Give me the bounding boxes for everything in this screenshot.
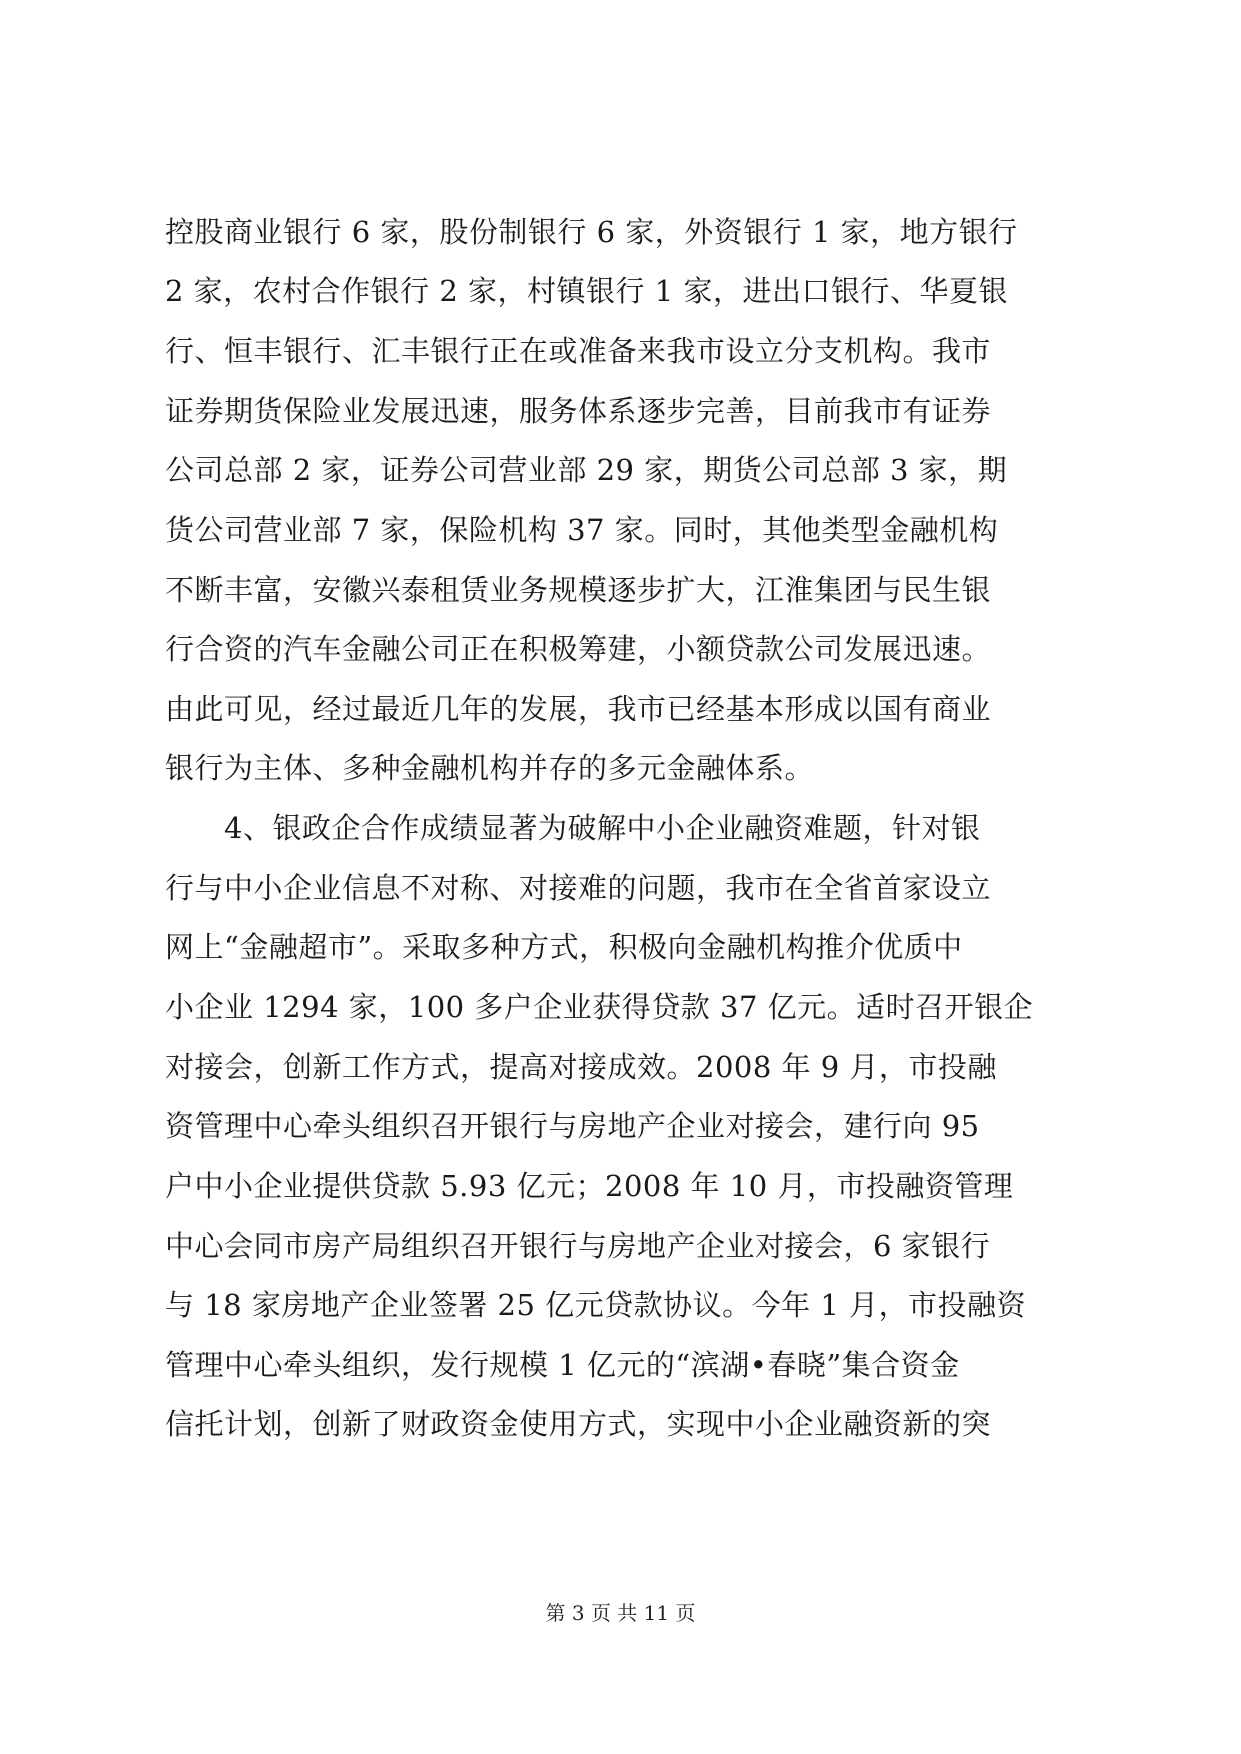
text-line: 行合资的汽车金融公司正在积极筹建，小额贷款公司发展迅速。 xyxy=(165,632,992,666)
text-line: 控股商业银行 6 家，股份制银行 6 家，外资银行 1 家，地方银行 xyxy=(165,215,1018,249)
text-line: 证券期货保险业发展迅速，服务体系逐步完善，目前我市有证券 xyxy=(165,394,992,428)
text-line: 不断丰富，安徽兴泰租赁业务规模逐步扩大，江淮集团与民生银 xyxy=(165,573,992,607)
text-line: 小企业 1294 家，100 多户企业获得贷款 37 亿元。适时召开银企 xyxy=(165,990,1034,1024)
text-line: 与 18 家房地产企业签署 25 亿元贷款协议。今年 1 月，市投融资 xyxy=(165,1288,1027,1322)
text-line: 对接会，创新工作方式，提高对接成效。2008 年 9 月，市投融 xyxy=(165,1050,997,1084)
text-line: 货公司营业部 7 家，保险机构 37 家。同时，其他类型金融机构 xyxy=(165,513,999,547)
text-line: 由此可见，经过最近几年的发展，我市已经基本形成以国有商业 xyxy=(165,692,992,726)
text-line: 银行为主体、多种金融机构并存的多元金融体系。 xyxy=(165,751,815,785)
text-line: 公司总部 2 家，证券公司营业部 29 家，期货公司总部 3 家，期 xyxy=(165,453,1008,487)
text-line: 2 家，农村合作银行 2 家，村镇银行 1 家，进出口银行、华夏银 xyxy=(165,274,1008,308)
text-line: 信托计划，创新了财政资金使用方式，实现中小企业融资新的突 xyxy=(165,1407,992,1441)
text-line: 资管理中心牵头组织召开银行与房地产企业对接会，建行向 95 xyxy=(165,1109,980,1143)
text-line: 管理中心牵头组织，发行规模 1 亿元的“滨湖•春晓”集合资金 xyxy=(165,1348,960,1382)
page-number-footer: 第 3 页 共 11 页 xyxy=(545,1601,696,1625)
text-line: 行与中小企业信息不对称、对接难的问题，我市在全省首家设立 xyxy=(165,871,992,905)
text-line: 行、恒丰银行、汇丰银行正在或准备来我市设立分支机构。我市 xyxy=(165,334,992,368)
text-line: 中心会同市房产局组织召开银行与房地产企业对接会，6 家银行 xyxy=(165,1229,991,1263)
text-line: 4、银政企合作成绩显著为破解中小企业融资难题，针对银 xyxy=(165,811,981,845)
text-line: 户中小企业提供贷款 5.93 亿元；2008 年 10 月，市投融资管理 xyxy=(165,1169,1014,1203)
text-line: 网上“金融超市”。采取多种方式，积极向金融机构推介优质中 xyxy=(165,930,963,964)
